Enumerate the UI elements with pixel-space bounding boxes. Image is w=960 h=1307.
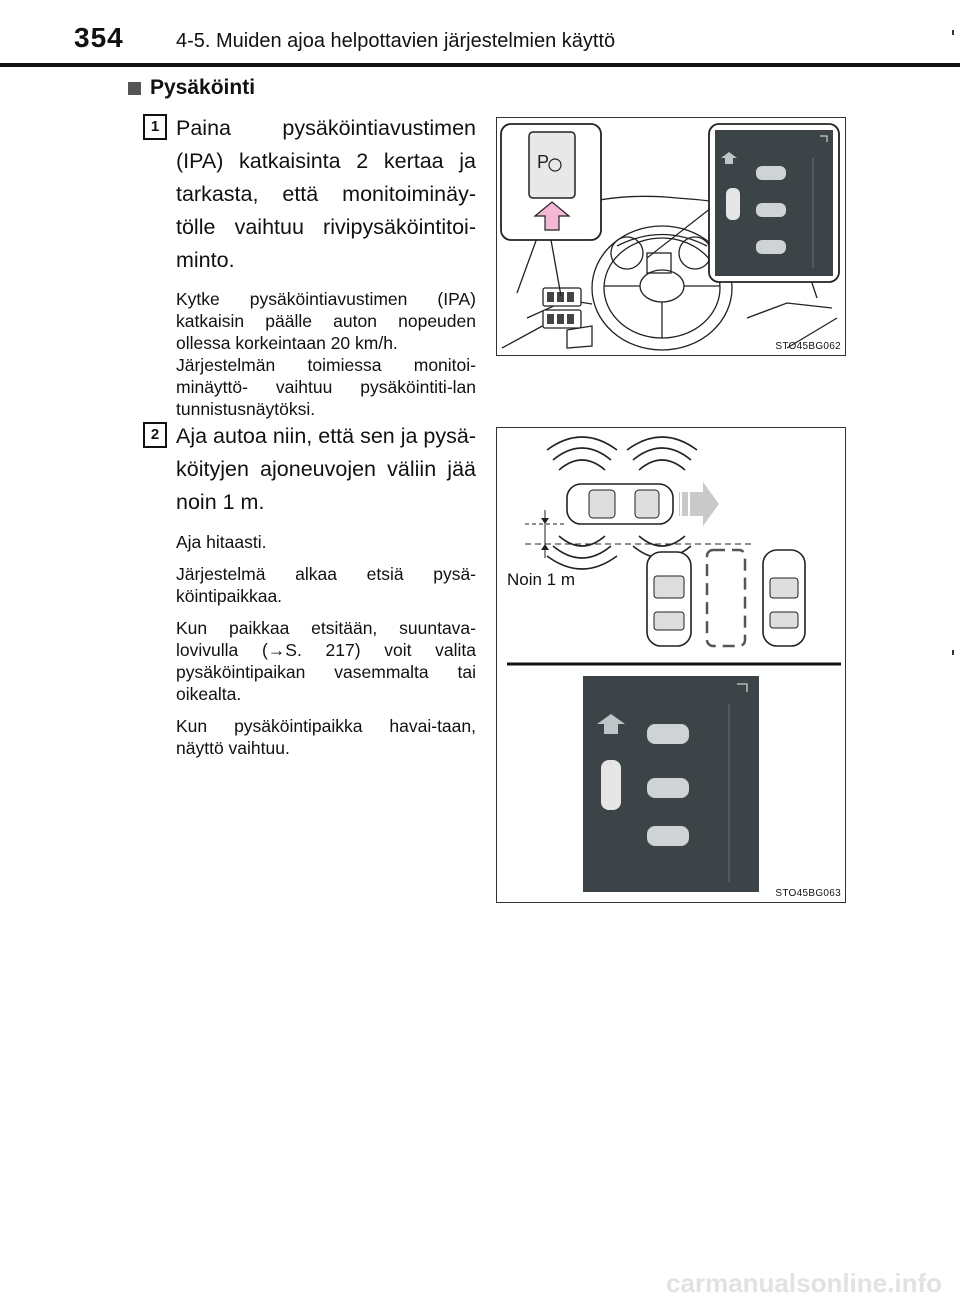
parking-illustration: [497, 428, 845, 902]
step-number-1: 1: [143, 114, 167, 140]
step-1-text-block: [176, 112, 476, 420]
step-2-text-block: [176, 420, 476, 759]
page-number: 354: [74, 22, 124, 53]
step-2-note: Kun paikkaa etsitään, suuntava-lovivulla (→S. 217) voit valita pysäköintipaikan vasemmalta tai oikealta.: [176, 618, 476, 704]
section-heading: [128, 76, 255, 100]
step-2-note: Aja hitaasti.: [176, 532, 267, 552]
figure-code: STO45BG062: [775, 341, 841, 352]
figure-code: STO45BG063: [775, 888, 841, 899]
svg-text:P: P: [537, 152, 550, 172]
watermark: carmanualsonline.info: [666, 1268, 942, 1298]
margin-tick: [952, 30, 954, 35]
square-bullet-icon: [128, 82, 141, 95]
figure-ipa-switch: [496, 117, 846, 356]
distance-label: Noin 1 m: [507, 570, 576, 589]
step-2-note: Kun pysäköintipaikka havai-taan, näyttö vaihtuu.: [176, 716, 476, 758]
step-2-note: Järjestelmä alkaa etsiä pysä-köintipaikkaa.: [176, 564, 476, 606]
step-1-note: Järjestelmän toimiessa monitoi-minäyttö- vaihtuu pysäköintiti-lan tunnistusnäytöksi.: [176, 355, 476, 419]
step-1-note: Kytke pysäköintiavustimen (IPA) katkaisin päälle auton nopeuden ollessa korkeintaan 20 km/h.: [176, 289, 476, 353]
figure-parking-space-search: [496, 427, 846, 903]
header-title: 4-5. Muiden ajoa helpottavien järjestelmien käyttö: [176, 30, 616, 52]
step-number-2: 2: [143, 422, 167, 448]
dashboard-illustration: [497, 118, 845, 355]
header-rule: [0, 63, 960, 67]
section-heading-text: Pysäköinti: [150, 76, 256, 99]
step-2-main-text: Aja autoa niin, että sen ja pysä-köityjen ajoneuvojen väliin jää noin 1 m.: [176, 424, 476, 514]
margin-tick: [952, 650, 954, 655]
step-1-main-text: Paina pysäköintiavustimen (IPA) katkaisinta 2 kertaa ja tarkasta, että monitoiminäy-tölle vaihtuu rivipysäköintitoi-minto.: [176, 116, 476, 272]
